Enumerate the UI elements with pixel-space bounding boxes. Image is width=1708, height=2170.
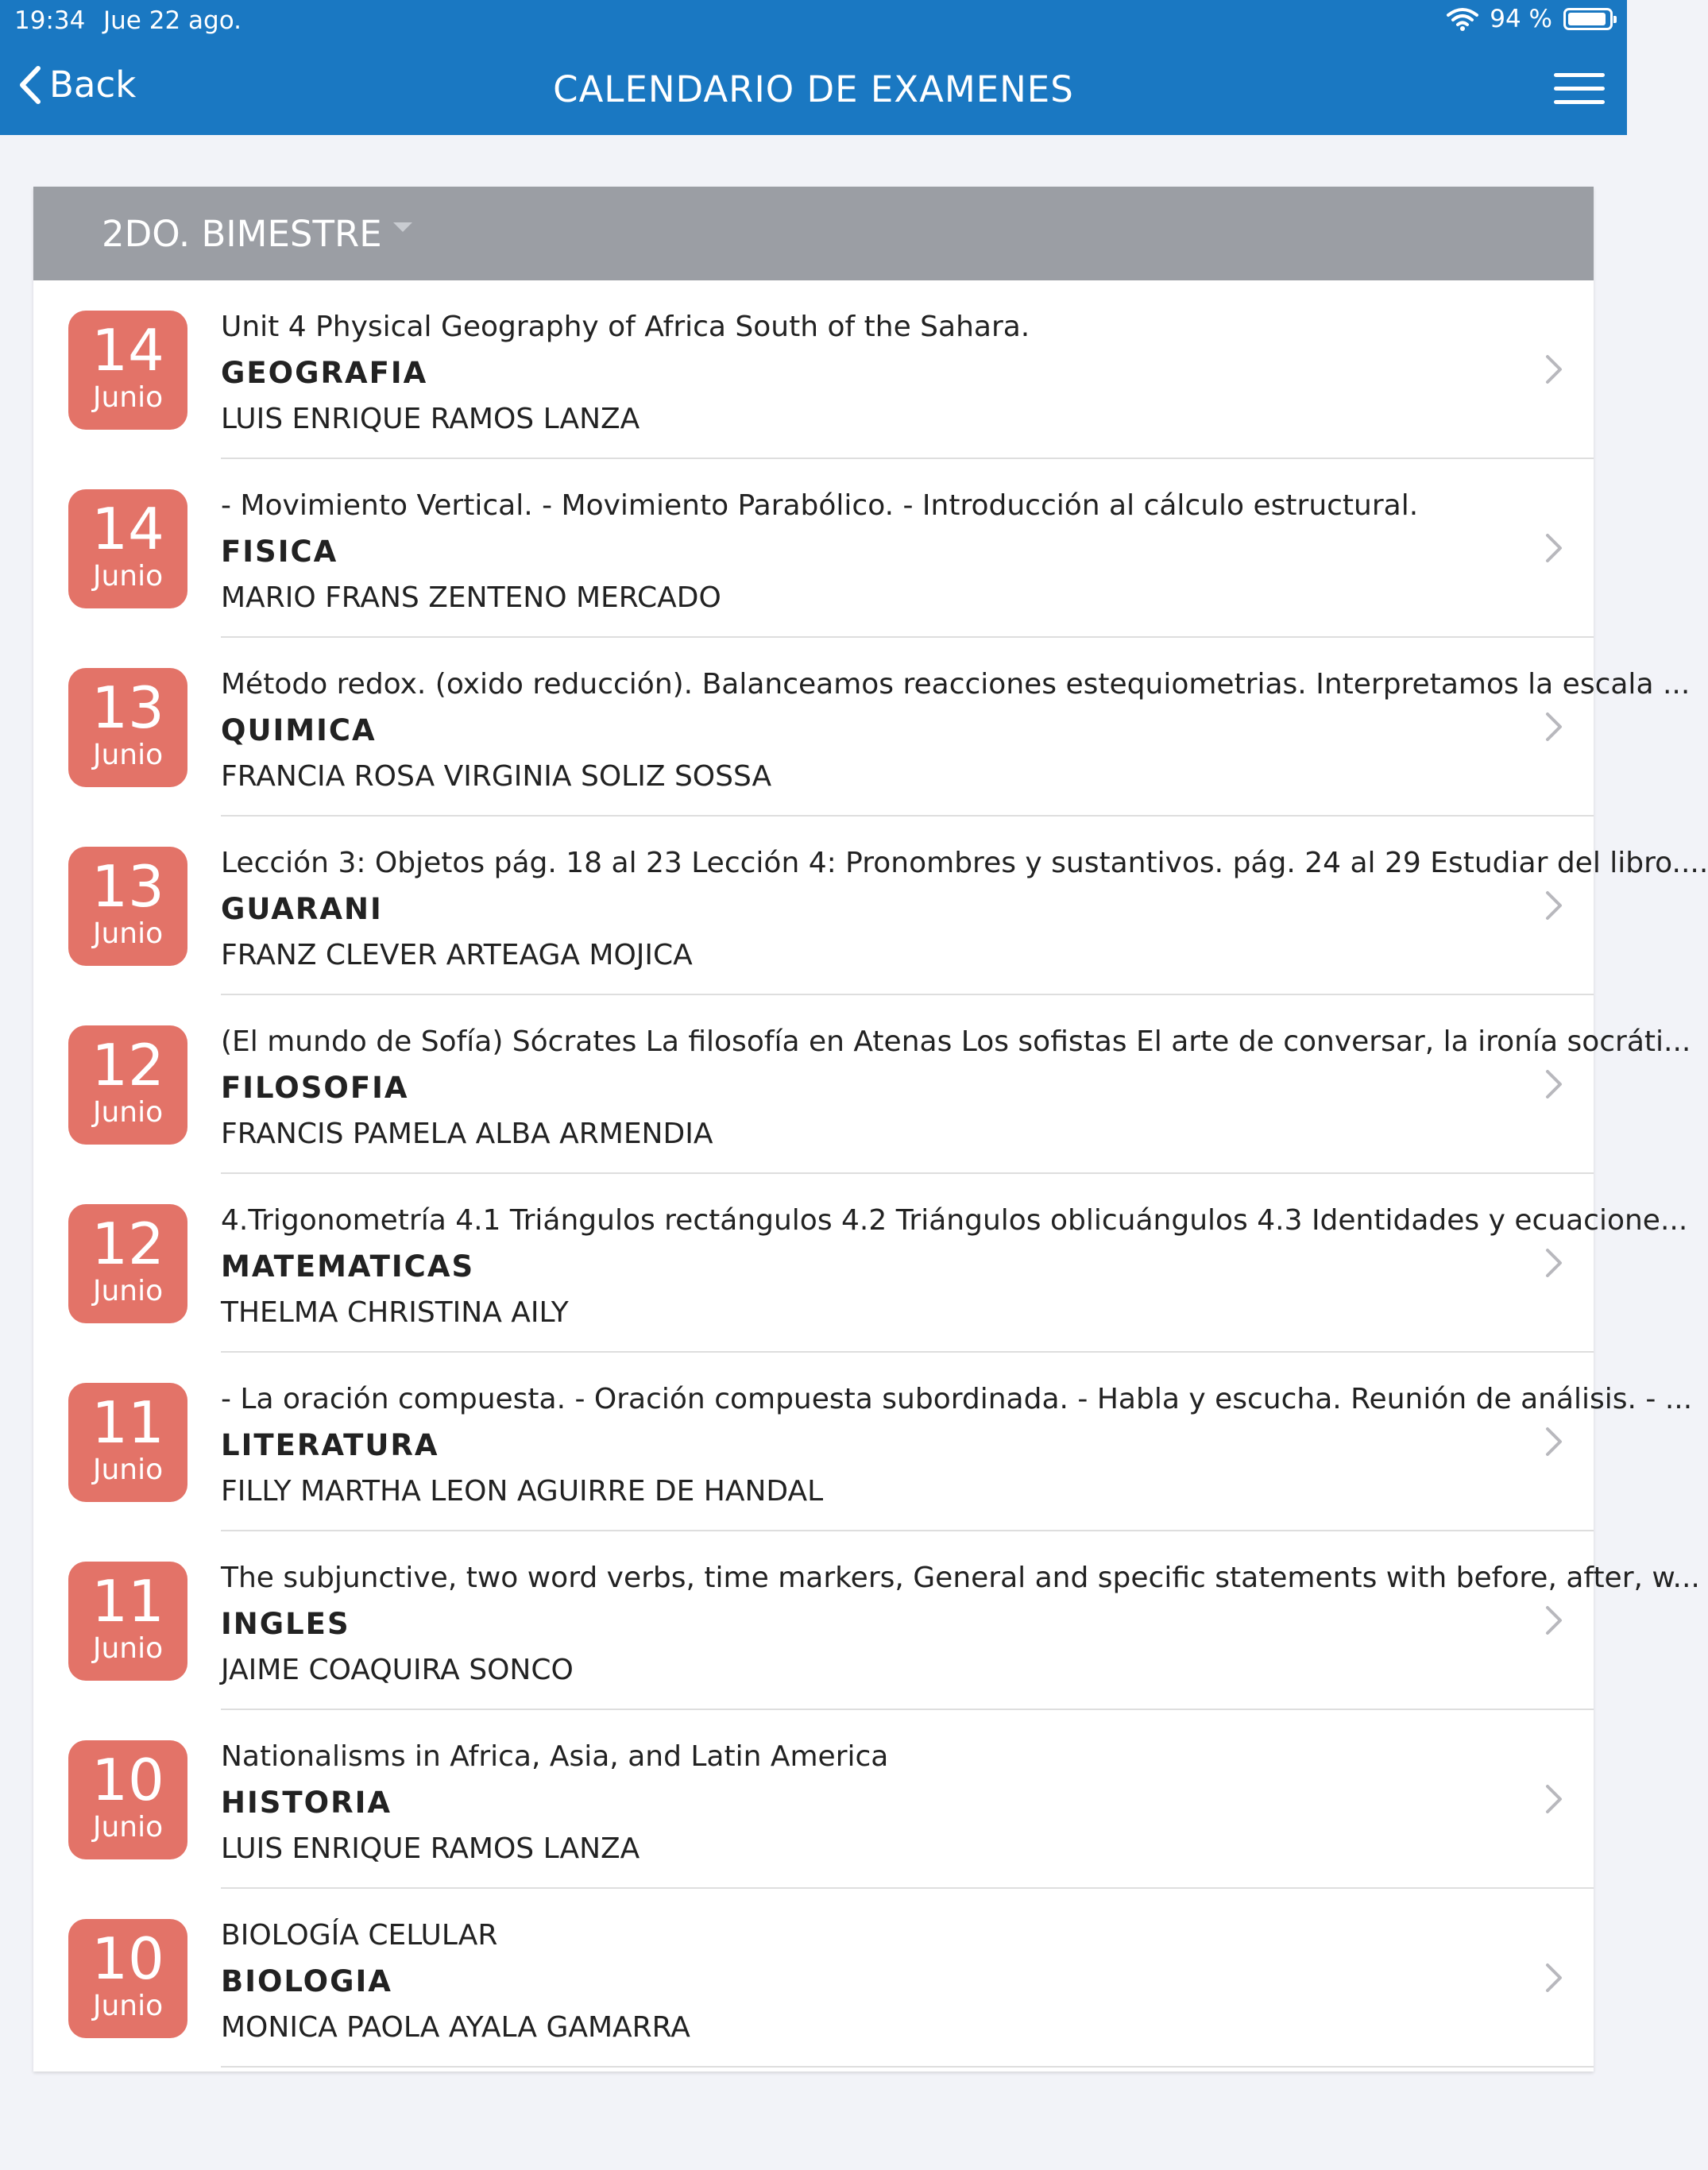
exam-details xyxy=(221,1019,1691,1157)
exam-topic: 4.Trigonometría 4.1 Triángulos rectángulos 4.2 Triángulos oblicuángulos 4.3 Identidades y ecuacione... xyxy=(221,1204,1688,1237)
exam-teacher: THELMA CHRISTINA AILY xyxy=(221,1296,569,1329)
exam-teacher: MARIO FRANS ZENTENO MERCADO xyxy=(221,581,721,614)
chevron-right-icon xyxy=(1540,1962,1568,1994)
date-badge xyxy=(68,1562,187,1681)
exam-teacher: FRANZ CLEVER ARTEAGA MOJICA xyxy=(221,939,693,971)
exam-month: Junio xyxy=(92,739,164,771)
exam-topic: The subjunctive, two word verbs, time markers, General and specific statements with before, after, w... xyxy=(221,1562,1700,1594)
exam-day: 12 xyxy=(91,1032,164,1099)
exam-row[interactable] xyxy=(33,1531,1700,1710)
exam-details xyxy=(221,662,1691,800)
exam-details xyxy=(221,1913,1540,2051)
exam-teacher: LUIS ENRIQUE RAMOS LANZA xyxy=(221,1832,640,1865)
date-badge xyxy=(68,1383,187,1502)
chevron-right-icon xyxy=(1540,1604,1568,1636)
exam-details xyxy=(221,1198,1688,1336)
date-badge xyxy=(68,311,187,430)
date-badge xyxy=(68,668,187,787)
exam-subject: FILOSOFIA xyxy=(221,1071,409,1105)
exam-subject: BIOLOGIA xyxy=(221,1964,392,1998)
exam-topic: Método redox. (oxido reducción). Balanceamos reacciones estequiometrias. Interpretamos la escala ... xyxy=(221,668,1691,701)
exam-day: 14 xyxy=(91,496,164,562)
exam-topic: - Movimiento Vertical. - Movimiento Parabólico. - Introducción al cálculo estructural. xyxy=(221,489,1419,522)
exam-day: 10 xyxy=(91,1925,164,1992)
exam-subject: FISICA xyxy=(221,535,338,569)
exam-teacher: JAIME COAQUIRA SONCO xyxy=(221,1654,574,1686)
row-divider xyxy=(221,2066,1594,2068)
exam-month: Junio xyxy=(92,381,164,414)
status-right xyxy=(1447,5,1613,33)
battery-icon xyxy=(1563,8,1613,30)
exam-subject: GUARANI xyxy=(221,892,383,926)
exam-day: 11 xyxy=(91,1389,164,1456)
date-badge xyxy=(68,1204,187,1323)
exam-month: Junio xyxy=(92,1632,164,1665)
exam-row[interactable] xyxy=(33,638,1691,817)
exam-details xyxy=(221,1555,1700,1693)
exam-subject: INGLES xyxy=(221,1607,350,1641)
exam-day: 11 xyxy=(91,1568,164,1635)
exam-topic: (El mundo de Sofía) Sócrates La filosofía en Atenas Los sofistas El arte de conversar, la ironía socráti... xyxy=(221,1025,1691,1058)
exam-row[interactable] xyxy=(33,1889,1594,2068)
battery-percent: 94 % xyxy=(1490,5,1552,33)
exam-row[interactable] xyxy=(33,1174,1688,1353)
back-label: Back xyxy=(49,64,137,106)
exam-row[interactable] xyxy=(33,280,1594,459)
section-label: 2DO. BIMESTRE xyxy=(102,212,382,255)
chevron-right-icon xyxy=(1540,1068,1568,1100)
exam-teacher: FRANCIA ROSA VIRGINIA SOLIZ SOSSA xyxy=(221,760,772,793)
exam-teacher: FRANCIS PAMELA ALBA ARMENDIA xyxy=(221,1118,713,1150)
status-date: Jue 22 ago. xyxy=(103,6,242,35)
hamburger-menu-icon[interactable] xyxy=(1554,73,1605,108)
exam-subject: LITERATURA xyxy=(221,1428,439,1462)
caret-down-icon xyxy=(393,222,412,232)
exam-row[interactable] xyxy=(33,1710,1594,1889)
exam-topic: BIOLOGÍA CELULAR xyxy=(221,1919,498,1952)
date-badge xyxy=(68,847,187,966)
exam-topic: Nationalisms in Africa, Asia, and Latin America xyxy=(221,1740,889,1773)
wifi-icon xyxy=(1447,7,1478,31)
exam-month: Junio xyxy=(92,1096,164,1129)
exam-row[interactable] xyxy=(33,459,1594,638)
exam-month: Junio xyxy=(92,1990,164,2022)
nav-bar xyxy=(0,44,1627,135)
chevron-right-icon xyxy=(1540,532,1568,564)
chevron-right-icon xyxy=(1540,711,1568,743)
exam-teacher: LUIS ENRIQUE RAMOS LANZA xyxy=(221,403,640,435)
exam-details xyxy=(221,1377,1693,1515)
exam-topic: Unit 4 Physical Geography of Africa South of the Sahara. xyxy=(221,311,1030,343)
exam-day: 12 xyxy=(91,1210,164,1277)
exam-topic: Lección 3: Objetos pág. 18 al 23 Lección 4: Pronombres y sustantivos. pág. 24 al 29 Estudiar del libro.... xyxy=(221,847,1708,879)
exam-month: Junio xyxy=(92,1454,164,1486)
chevron-right-icon xyxy=(1540,1426,1568,1458)
exam-list xyxy=(33,280,1708,2068)
page-title: CALENDARIO DE EXAMENES xyxy=(553,68,1074,110)
exam-topic: - La oración compuesta. - Oración compuesta subordinada. - Habla y escucha. Reunión de análisis. - ... xyxy=(221,1383,1693,1415)
exam-day: 14 xyxy=(91,317,164,384)
date-badge xyxy=(68,1919,187,2038)
exam-day: 10 xyxy=(91,1747,164,1813)
exam-details xyxy=(221,840,1708,979)
exam-month: Junio xyxy=(92,1275,164,1307)
exam-subject: MATEMATICAS xyxy=(221,1249,475,1284)
date-badge xyxy=(68,1025,187,1145)
exam-teacher: FILLY MARTHA LEON AGUIRRE DE HANDAL xyxy=(221,1475,824,1508)
exam-row[interactable] xyxy=(33,817,1708,995)
exam-teacher: MONICA PAOLA AYALA GAMARRA xyxy=(221,2011,690,2044)
date-badge xyxy=(68,1740,187,1859)
chevron-right-icon xyxy=(1540,1247,1568,1279)
chevron-right-icon xyxy=(1540,1783,1568,1815)
exam-details xyxy=(221,1734,1540,1872)
exam-row[interactable] xyxy=(33,1353,1693,1531)
date-badge xyxy=(68,489,187,608)
exam-list-card xyxy=(33,187,1708,2072)
exam-details xyxy=(221,483,1540,621)
exam-day: 13 xyxy=(91,674,164,741)
exam-subject: QUIMICA xyxy=(221,713,377,747)
exam-month: Junio xyxy=(92,560,164,593)
battery-fill xyxy=(1568,13,1606,25)
chevron-right-icon xyxy=(1540,353,1568,385)
section-dropdown[interactable] xyxy=(33,187,1594,280)
exam-subject: HISTORIA xyxy=(221,1786,392,1820)
exam-day: 13 xyxy=(91,853,164,920)
chevron-right-icon xyxy=(1540,890,1568,921)
exam-details xyxy=(221,304,1540,442)
exam-row[interactable] xyxy=(33,995,1691,1174)
status-bar xyxy=(0,0,1627,44)
status-time: 19:34 xyxy=(14,6,86,35)
exam-subject: GEOGRAFIA xyxy=(221,356,428,390)
exam-month: Junio xyxy=(92,1811,164,1844)
exam-month: Junio xyxy=(92,917,164,950)
